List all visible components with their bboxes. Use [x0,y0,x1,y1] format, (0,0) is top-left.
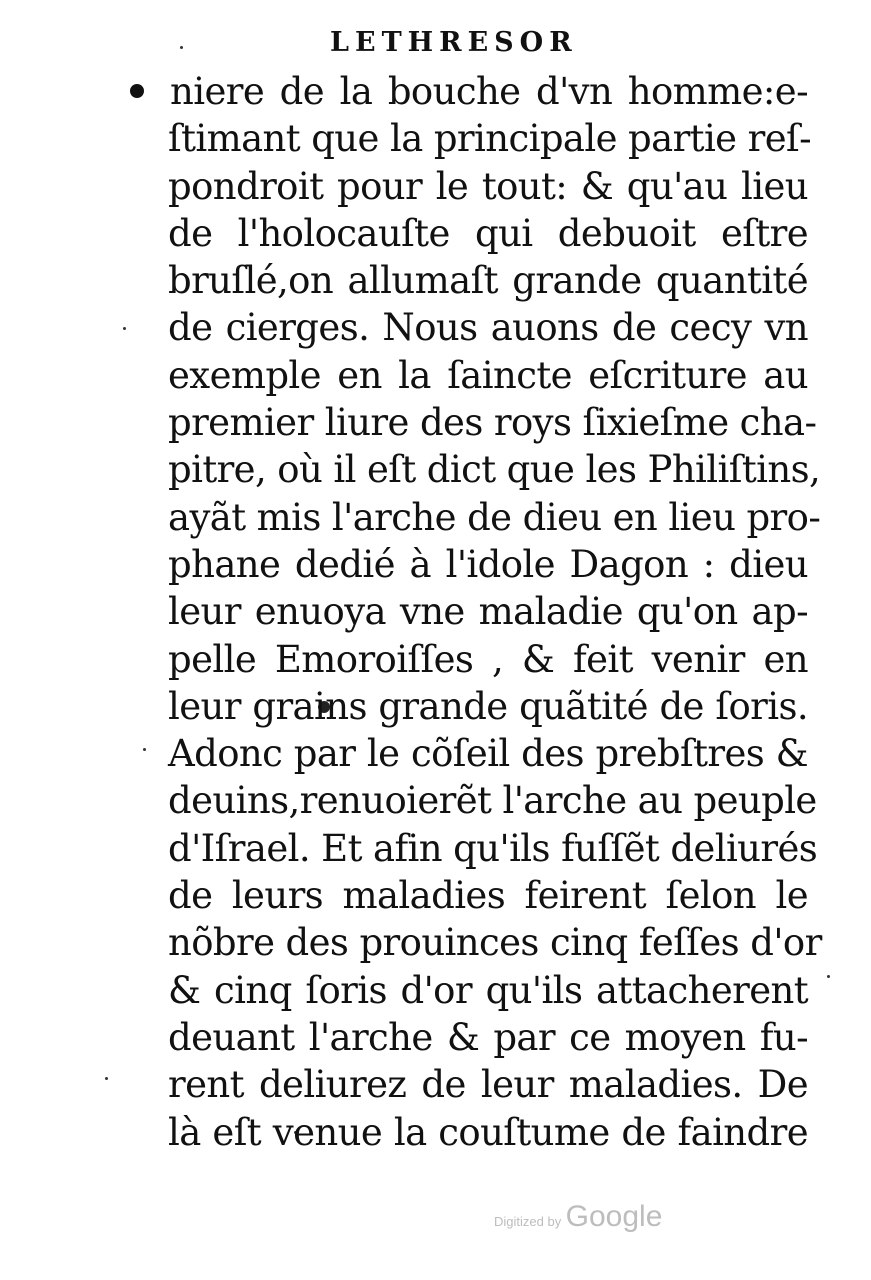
text-line: de cierges. Nous auons de cecy vn [168,306,808,350]
text-line: de leurs maladies feirent ſelon le [168,874,808,918]
text-line: ayãt mis l'arche de dieu en lieu pro- [168,495,821,539]
ink-speck [143,748,146,751]
text-line: d'Iſrael. Et afin qu'ils fuſſẽt deliurés [168,826,818,870]
ink-speck [123,327,126,330]
text-line: leur enuoya vne maladie qu'on ap- [168,590,808,634]
text-line: nõbre des prouinces cinq feſſes d'or [168,921,822,965]
text-line: premier liure des roys ſixieſme cha- [168,401,817,445]
text-line: exemple en la ſaincte eſcriture au [168,353,808,397]
text-line: là eſt venue la couſtume de faindre [168,1110,808,1154]
text-line: rent deliurez de leur maladies. De [168,1063,808,1107]
text-line: niere de la bouche d'vn homme:e- [170,70,808,113]
text-line: pondroit pour le tout: & qu'au lieu [168,164,808,208]
text-line: phane dedié à l'idole Dagon : dieu [168,542,808,586]
text-line: Adonc par le cõſeil des prebſtres & [168,732,808,776]
text-line: ſtimant que la principale partie reſ- [168,117,812,161]
text-line: deuins,renuoierẽt l'arche au peuple [168,779,817,823]
ink-speck [180,46,183,49]
text-line: bruſlé,on allumaſt grande quantité [168,259,808,303]
text-line: & cinq ſoris d'or qu'ils attacherent [168,968,808,1012]
watermark-prefix: Digitized by [494,1214,562,1229]
running-head: LETHRESOR [330,27,578,58]
text-line: leur grains grande quãtité de ſoris. [168,684,808,728]
google-logo-text: Google [565,1200,663,1233]
text-line: de l'holocauſte qui debuoit eſtre [168,211,808,255]
text-line: pelle Emoroiſſes , & feit venir en [168,637,808,681]
text-line: pitre, où il eſt dict que les Philiſtins, [168,448,821,492]
ink-blot-mark [130,84,144,98]
ink-speck [105,1077,108,1080]
digitized-by-watermark [494,1200,662,1234]
ink-speck [827,975,830,978]
body-text [168,68,822,1156]
text-line: deuant l'arche & par ce moyen fu- [168,1015,808,1059]
